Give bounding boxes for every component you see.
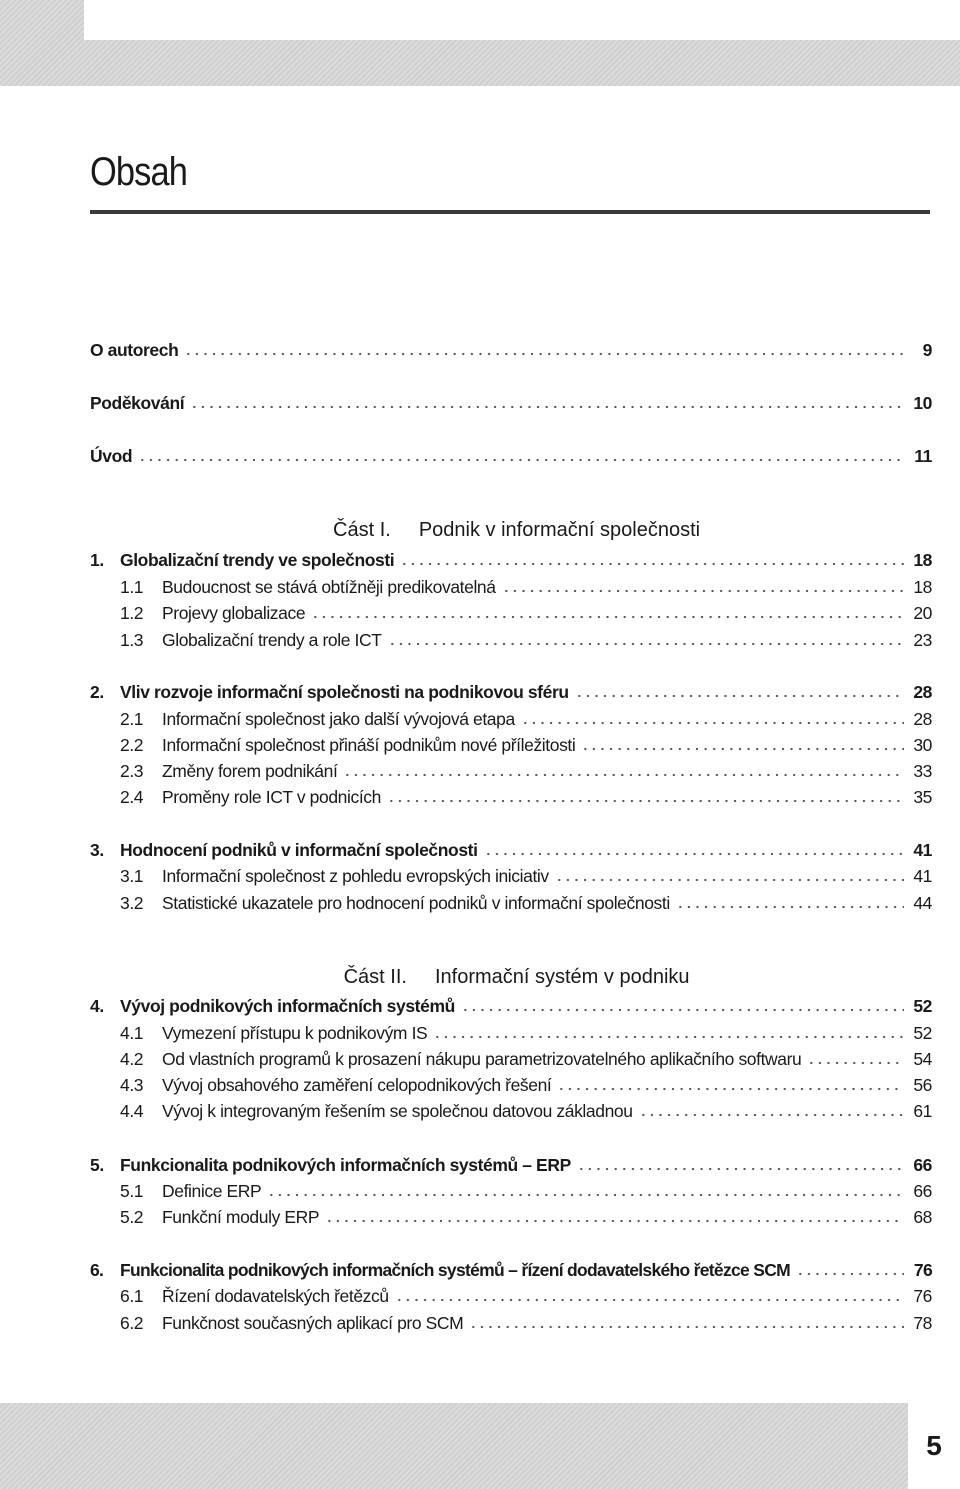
section-number: 1.3 (120, 630, 144, 650)
toc-section-2-3[interactable] (120, 761, 932, 783)
dot-leader (388, 640, 905, 648)
chapter-page: 41 (913, 840, 932, 860)
dot-leader (557, 1085, 904, 1093)
section-title: Informační společnost přináší podnikům nové příležitosti (162, 735, 576, 755)
section-number: 4.3 (120, 1075, 144, 1095)
chapter-number: 1. (90, 550, 104, 570)
dot-leader (461, 1006, 904, 1014)
part-number: Část I. (333, 519, 391, 541)
chapter-title: Vývoj podnikových informačních systémů (120, 996, 455, 1016)
section-page: 23 (913, 630, 932, 650)
section-page: 30 (913, 735, 932, 755)
toc-section-5-2[interactable] (120, 1207, 932, 1229)
dot-leader (575, 692, 904, 700)
toc-section-4-1[interactable] (120, 1023, 932, 1045)
section-title: Od vlastních programů k prosazení nákupu parametrizovatelného aplikačního softwaru (162, 1049, 802, 1069)
section-number: 3.2 (120, 893, 144, 913)
dot-leader (484, 850, 904, 858)
dot-leader (311, 613, 904, 621)
chapter-page: 18 (913, 550, 932, 570)
section-page: 20 (913, 603, 932, 623)
footer-band (0, 1403, 960, 1489)
toc-entry-page: 10 (913, 393, 932, 413)
chapter-title: Vliv rozvoje informační společnosti na podnikovou sféru (120, 682, 569, 702)
part-title: Informační systém v podniku (434, 966, 690, 988)
section-title: Statistické ukazatele pro hodnocení podniků v informační společnosti (162, 893, 670, 913)
section-page: 33 (913, 761, 932, 781)
table-of-contents (90, 0, 932, 1400)
toc-entry-page: 11 (914, 446, 932, 466)
page-number: 5 (908, 1403, 960, 1489)
dot-leader (184, 350, 904, 358)
chapter-page: 66 (913, 1155, 932, 1175)
toc-section-6-1[interactable] (120, 1286, 932, 1308)
page-title: Obsah (90, 150, 188, 194)
section-title: Definice ERP (162, 1181, 262, 1201)
dot-leader (639, 1111, 904, 1119)
dot-leader (343, 771, 904, 779)
section-title: Budoucnost se stává obtížněji predikovatelná (162, 577, 496, 597)
chapter-number: 3. (90, 840, 104, 860)
section-page: 28 (913, 709, 932, 729)
toc-chapter-5[interactable] (90, 1155, 932, 1177)
chapter-title: Hodnocení podniků v informační společnosti (120, 840, 478, 860)
section-page: 44 (913, 893, 932, 913)
toc-section-1-2[interactable] (120, 603, 932, 625)
toc-chapter-3[interactable] (90, 840, 932, 862)
section-number: 1.1 (120, 577, 144, 597)
section-page: 35 (913, 787, 932, 807)
part-title: Podnik v informační společnosti (418, 519, 701, 541)
section-title: Funkčnost současných aplikací pro SCM (162, 1313, 464, 1333)
toc-chapter-1[interactable] (90, 550, 932, 572)
chapter-number: 4. (90, 996, 104, 1016)
dot-leader (325, 1217, 904, 1225)
section-title: Vymezení přístupu k podnikovým IS (162, 1023, 428, 1043)
toc-section-2-1[interactable] (120, 709, 932, 731)
toc-entry-label: Poděkování (90, 393, 185, 413)
section-page: 78 (913, 1313, 932, 1333)
dot-leader (581, 745, 904, 753)
dot-leader (521, 719, 904, 727)
section-page: 76 (913, 1286, 932, 1306)
section-title: Vývoj obsahového zaměření celopodnikových řešení (162, 1075, 552, 1095)
section-title: Globalizační trendy a role ICT (162, 630, 382, 650)
toc-section-2-4[interactable] (120, 787, 932, 809)
section-number: 5.1 (120, 1181, 144, 1201)
chapter-page: 52 (913, 996, 932, 1016)
toc-entry-uvod[interactable] (90, 446, 932, 468)
toc-section-4-4[interactable] (120, 1101, 932, 1123)
section-number: 4.2 (120, 1049, 144, 1069)
chapter-title: Funkcionalita podnikových informačních systémů – ERP (120, 1155, 571, 1175)
toc-section-1-1[interactable] (120, 577, 932, 599)
dot-leader (138, 456, 904, 464)
toc-section-5-1[interactable] (120, 1181, 932, 1203)
section-number: 2.4 (120, 787, 144, 807)
section-page: 41 (913, 866, 932, 886)
dot-leader (555, 876, 904, 884)
toc-section-3-2[interactable] (120, 893, 932, 915)
dot-leader (796, 1270, 904, 1278)
part-heading-1 (90, 496, 932, 542)
dot-leader (400, 560, 904, 568)
section-title: Projevy globalizace (162, 603, 306, 623)
toc-entry-page: 9 (922, 340, 932, 360)
section-number: 3.1 (120, 866, 144, 886)
toc-section-1-3[interactable] (120, 630, 932, 652)
toc-entry-label: O autorech (90, 340, 179, 360)
toc-entry-o-autorech[interactable] (90, 340, 932, 362)
section-page: 18 (913, 577, 932, 597)
section-title: Informační společnost jako další vývojová etapa (162, 709, 515, 729)
toc-section-2-2[interactable] (120, 735, 932, 757)
toc-chapter-6[interactable] (90, 1260, 932, 1282)
section-number: 2.1 (120, 709, 144, 729)
toc-entry-podekovani[interactable] (90, 393, 932, 415)
dot-leader (387, 797, 904, 805)
toc-section-6-2[interactable] (120, 1313, 932, 1335)
dot-leader (807, 1059, 904, 1067)
chapter-number: 5. (90, 1155, 104, 1175)
part-heading-2 (90, 943, 932, 989)
section-page: 54 (913, 1049, 932, 1069)
dot-leader (577, 1165, 904, 1173)
section-title: Funkční moduly ERP (162, 1207, 320, 1227)
section-number: 6.1 (120, 1286, 144, 1306)
section-number: 5.2 (120, 1207, 144, 1227)
part-number: Část II. (343, 966, 407, 988)
section-number: 2.2 (120, 735, 144, 755)
section-title: Změny forem podnikání (162, 761, 338, 781)
section-number: 4.4 (120, 1101, 144, 1121)
toc-section-4-2[interactable] (120, 1049, 932, 1071)
dot-leader (190, 403, 904, 411)
section-page: 56 (913, 1075, 932, 1095)
section-number: 1.2 (120, 603, 144, 623)
toc-entry-label: Úvod (90, 446, 133, 466)
dot-leader (469, 1323, 904, 1331)
dot-leader (676, 903, 904, 911)
dot-leader (395, 1296, 904, 1304)
chapter-number: 2. (90, 682, 104, 702)
toc-section-4-3[interactable] (120, 1075, 932, 1097)
section-title: Řízení dodavatelských řetězců (162, 1286, 389, 1306)
section-number: 2.3 (120, 761, 144, 781)
chapter-number: 6. (90, 1260, 104, 1280)
chapter-title: Globalizační trendy ve společnosti (120, 550, 395, 570)
section-page: 66 (913, 1181, 932, 1201)
section-page: 61 (913, 1101, 932, 1121)
section-number: 6.2 (120, 1313, 144, 1333)
section-page: 68 (913, 1207, 932, 1227)
chapter-title: Funkcionalita podnikových informačních systémů – řízení dodavatelského řetězce SCM (120, 1260, 791, 1280)
section-number: 4.1 (120, 1023, 144, 1043)
chapter-page: 28 (913, 682, 932, 702)
section-title: Informační společnost z pohledu evropských iniciativ (162, 866, 549, 886)
toc-section-3-1[interactable] (120, 866, 932, 888)
section-title: Vývoj k integrovaným řešením se společnou datovou základnou (162, 1101, 633, 1121)
dot-leader (267, 1191, 904, 1199)
dot-leader (502, 587, 904, 595)
dot-leader (433, 1033, 904, 1041)
toc-chapter-2[interactable] (90, 682, 932, 704)
section-page: 52 (913, 1023, 932, 1043)
chapter-page: 76 (913, 1260, 932, 1280)
section-title: Proměny role ICT v podnicích (162, 787, 381, 807)
toc-chapter-4[interactable] (90, 996, 932, 1018)
